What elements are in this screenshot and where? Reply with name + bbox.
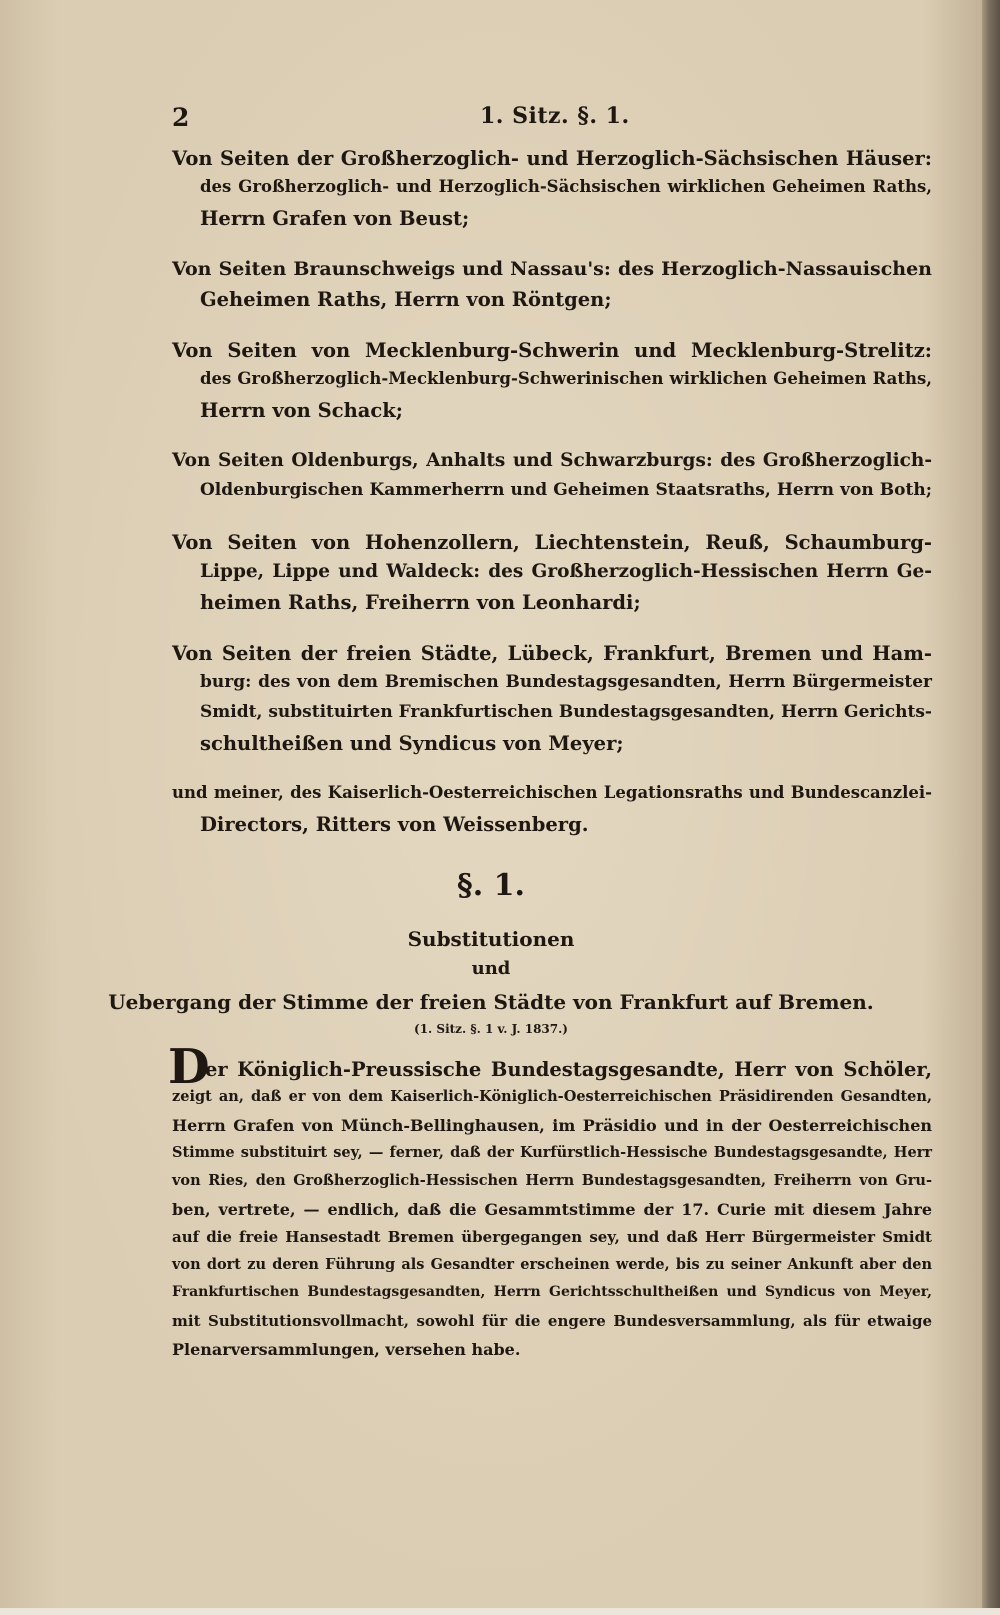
preamble-line: schultheißen und Syndicus von Meyer; xyxy=(200,732,624,755)
drop-cap: D xyxy=(168,1039,210,1095)
section-reference: (1. Sitz. §. 1 v. J. 1837.) xyxy=(414,1022,568,1036)
body-line: Herrn Grafen von Münch-Bellinghausen, im Präsidio und in der Oesterreichischen xyxy=(172,1116,932,1135)
preamble-line: Von Seiten Braunschweigs und Nassau's: des Herzoglich-Nassauischen xyxy=(172,258,932,280)
body-line: auf die freie Hansestadt Bremen übergegangen sey, und daß Herr Bürgermeister Smidt xyxy=(172,1228,932,1246)
preamble-line: Smidt, substituirten Frankfurtischen Bundestagsgesandten, Herrn Gerichts- xyxy=(200,702,932,722)
section-title: Substitutionen xyxy=(407,927,575,951)
preamble-line: Von Seiten der Großherzoglich- und Herzoglich-Sächsischen Häuser: xyxy=(172,147,932,170)
body-first-line: er Königlich-Preussische Bundestagsgesandte, Herr von Schöler, xyxy=(205,1058,932,1081)
body-line: von dort zu deren Führung als Gesandter erscheinen werde, bis zu seiner Ankunft aber den xyxy=(172,1256,932,1273)
body-line: Frankfurtischen Bundestagsgesandten, Herrn Gerichtsschultheißen und Syndicus von Meyer, xyxy=(172,1284,932,1300)
body-line: ben, vertrete, — endlich, daß die Gesammtstimme der 17. Curie mit diesem Jahre xyxy=(172,1200,932,1219)
body-line: mit Substitutionsvollmacht, sowohl für die engere Bundesversammlung, als für etwaige xyxy=(172,1312,932,1330)
preamble-line: burg: des von dem Bremischen Bundestagsgesandten, Herrn Bürgermeister xyxy=(200,672,932,692)
section-subtitle: Uebergang der Stimme der freien Städte von Frankfurt auf Bremen. xyxy=(108,990,874,1014)
preamble-line: Von Seiten der freien Städte, Lübeck, Frankfurt, Bremen und Ham- xyxy=(172,642,932,665)
running-head: 1. Sitz. §. 1. xyxy=(480,103,630,129)
preamble-line: Von Seiten Oldenburgs, Anhalts und Schwarzburgs: des Großherzoglich- xyxy=(172,450,932,471)
page-edge-shadow xyxy=(982,0,1000,1615)
preamble-line: Herrn Grafen von Beust; xyxy=(200,207,470,230)
body-line: Plenarversammlungen, versehen habe. xyxy=(172,1340,521,1359)
page-number: 2 xyxy=(172,103,190,132)
preamble-line: heimen Raths, Freiherrn von Leonhardi; xyxy=(200,591,641,614)
preamble-line: Von Seiten von Hohenzollern, Liechtenstein, Reuß, Schaumburg- xyxy=(172,531,932,554)
preamble-line: Directors, Ritters von Weissenberg. xyxy=(200,813,589,836)
preamble-line: des Großherzoglich-Mecklenburg-Schwerinischen wirklichen Geheimen Raths, xyxy=(200,369,932,388)
preamble-line: Geheimen Raths, Herrn von Röntgen; xyxy=(200,288,612,311)
preamble-line: des Großherzoglich- und Herzoglich-Sächsischen wirklichen Geheimen Raths, xyxy=(200,177,932,196)
preamble-line: Von Seiten von Mecklenburg-Schwerin und Mecklenburg-Strelitz: xyxy=(172,339,932,362)
preamble-line: Herrn von Schack; xyxy=(200,399,403,422)
body-line: von Ries, den Großherzoglich-Hessischen Herrn Bundestagsgesandten, Freiherrn von Gru- xyxy=(172,1172,932,1189)
section-sign: §. 1. xyxy=(457,868,525,903)
preamble-line: Lippe, Lippe und Waldeck: des Großherzoglich-Hessischen Herrn Ge- xyxy=(200,561,932,582)
preamble-line: Oldenburgischen Kammerherrn und Geheimen Staatsraths, Herrn von Both; xyxy=(200,480,932,500)
scan-bottom-margin xyxy=(0,1608,1000,1615)
section-title-conjunction: und xyxy=(471,958,511,979)
body-line: zeigt an, daß er von dem Kaiserlich-Königlich-Oesterreichischen Präsidirenden Gesandten, xyxy=(172,1088,932,1105)
body-line: Stimme substituirt sey, — ferner, daß der Kurfürstlich-Hessische Bundestagsgesandte, Herr xyxy=(172,1144,932,1161)
preamble-line: und meiner, des Kaiserlich-Oesterreichischen Legationsraths und Bundescanzlei- xyxy=(172,783,932,802)
